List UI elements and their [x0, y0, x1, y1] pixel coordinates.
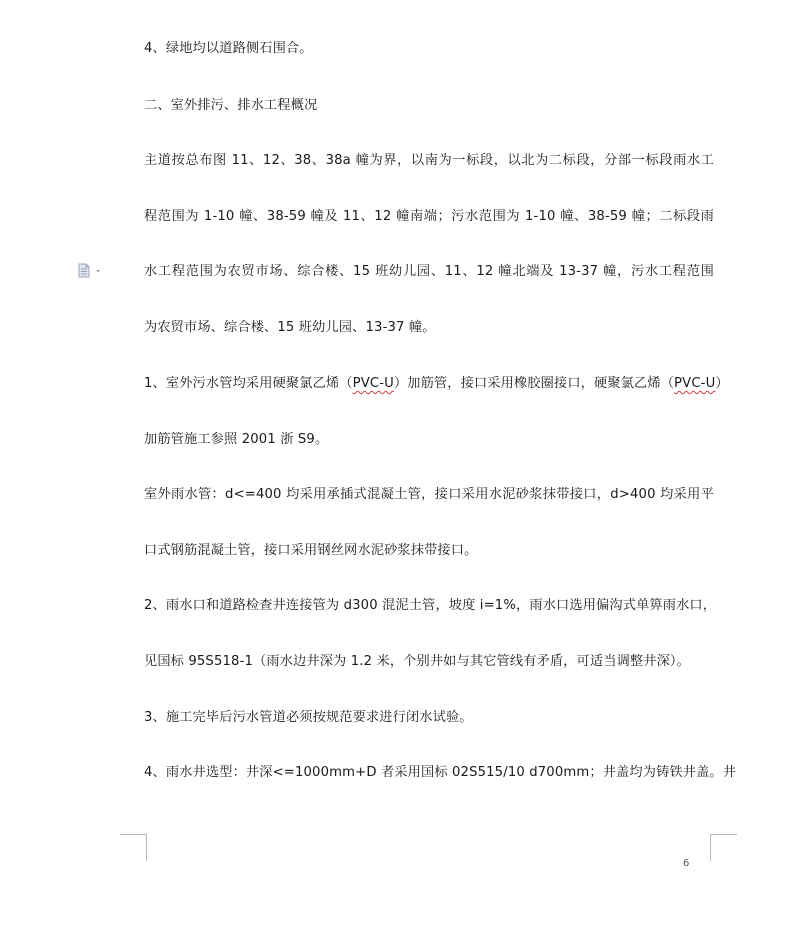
paragraph-line: 4、雨水井选型：井深<=1000mm+D 者采用国标 02S515/10 d700mm；井盖均为铸铁井盖。井 [144, 765, 737, 780]
page-corner-mark-right [710, 834, 737, 861]
text-run: 1、室外污水管均采用硬聚氯乙烯（ [144, 376, 353, 391]
paragraph-line: 室外雨水管：d<=400 均采用承插式混凝土管，接口采用水泥砂浆抹带接口，d>400 均采用平 [144, 487, 714, 502]
section-heading: 二、室外排污、排水工程概况 [144, 98, 318, 113]
paragraph-line: 2、雨水口和道路检查井连接管为 d300 混泥土管，坡度 i=1%，雨水口选用偏沟式单箅雨水口， [144, 598, 717, 613]
paragraph-line: 3、施工完毕后污水管道必须按规范要求进行闭水试验。 [144, 710, 473, 725]
text-run: ）加筋管，接口采用橡胶圈接口，硬聚氯乙烯（ [393, 376, 675, 391]
partial-top-line [144, 0, 344, 3]
paragraph-options-button[interactable] [78, 263, 104, 279]
paragraph-line: 主道按总布图 11、12、38、38a 幢为界，以南为一标段，以北为二标段，分部一标段雨水工 [144, 153, 714, 168]
paragraph-line: 见国标 95S518-1（雨水边井深为 1.2 米，个别井如与其它管线有矛盾，可适当调整井深）。 [144, 654, 690, 669]
paragraph-line: 口式钢筋混凝土管，接口采用钢丝网水泥砂浆抹带接口。 [144, 543, 478, 558]
paragraph-line: 为农贸市场、综合楼、15 班幼儿园、13-37 幢。 [144, 320, 436, 335]
spellcheck-flagged-word[interactable]: PVC-U [352, 376, 394, 391]
document-icon [78, 263, 104, 279]
dropdown-arrow-icon [96, 270, 100, 273]
text-run: ） [715, 376, 729, 391]
paragraph-line: 程范围为 1-10 幢、38-59 幢及 11、12 幢南端；污水范围为 1-10 幢、38-59 幢；二标段雨 [144, 209, 714, 224]
page-corner-mark-left [120, 834, 147, 861]
paragraph-line [144, 375, 729, 393]
paragraph-line: 水工程范围为农贸市场、综合楼、15 班幼儿园、11、12 幢北端及 13-37 幢，污水工程范围 [144, 264, 714, 279]
paragraph-line: 加筋管施工参照 2001 浙 S9。 [144, 432, 329, 447]
spellcheck-flagged-word[interactable]: PVC-U [674, 376, 716, 391]
partial-top-text [144, 0, 344, 3]
paragraph-line: 4、绿地均以道路侧石围合。 [144, 41, 313, 56]
page-number: 6 [683, 858, 690, 869]
